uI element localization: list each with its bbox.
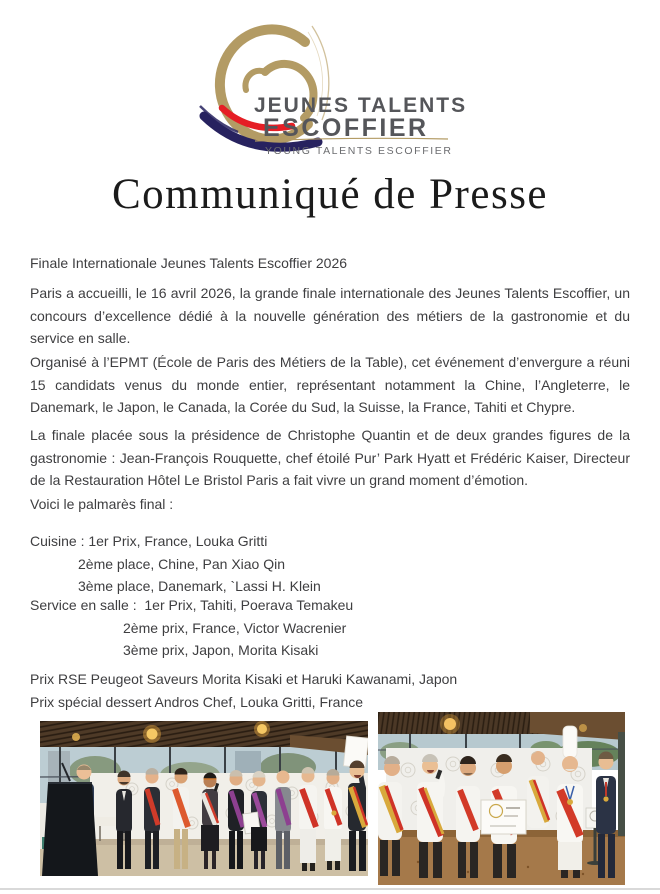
logo-subtitle: YOUNG TALENTS ESCOFFIER: [265, 145, 453, 157]
paragraph-3: La finale placée sous la présidence de Christophe Quantin et de deux grandes figures de la gastronomie : Jean-François Rouquette, chef étoilé Pur’ Park Hyatt et Frédéric Kaiser, Directeur de la Restauration Hôtel Le Bristol Paris a fait vivre un grand moment d’émotion.: [30, 427, 630, 488]
service-third-prize: 3ème prix, Japon, Morita Kisaki: [123, 642, 319, 658]
photo2-ceiling-light: [444, 718, 456, 730]
logo-gold-hook: [245, 71, 265, 90]
logo-title-line2: ESCOFFIER: [263, 114, 429, 142]
paragraph-1: Paris a accueilli, le 16 avril 2026, la grande finale internationale des Jeunes Talents Escoffier, un concours d’excellence dédié à la nouvelle génération des métiers de la gastronomie et du service en salle.: [30, 285, 630, 346]
logo-graphic: [170, 8, 490, 166]
special-prizes: [30, 668, 630, 713]
paragraph-2: Organisé à l’EPMT (École de Paris des Métiers de la Table), cet événement d’envergure a réuni 15 candidats venus du monde entier, représentant notamment la Chine, l’Angleterre, le Danemark, le Japon, le Canada, la Corée du Sud, la Suisse, la France, Tahiti et Chypre.: [30, 354, 630, 415]
photo1-ceiling-light: [147, 729, 158, 740]
cuisine-second-place: 2ème place, Chine, Pan Xiao Qin: [78, 555, 286, 572]
cuisine-third-place: 3ème place, Danemark, `Lassi H. Klein: [78, 578, 321, 594]
photo1-podium: [42, 783, 98, 876]
prize-dessert: Prix spécial dessert Andros Chef, Louka Gritti, France: [30, 693, 364, 710]
document-title: Communiqué de Presse: [111, 171, 549, 218]
service-first-prize: Service en salle : 1er Prix, Tahiti, Poerava Temakeu: [30, 597, 354, 613]
cuisine-first-prize: Cuisine : 1er Prix, France, Louka Gritti: [30, 533, 268, 549]
chefs-certificate-photo: [378, 712, 625, 885]
palmares-cuisine: [30, 530, 630, 598]
jeunes-talents-escoffier-logo: [170, 8, 490, 166]
ceremony-group-photo: [40, 721, 368, 876]
logo-title-line1: JEUNES TALENTS: [254, 94, 468, 117]
prize-rse: Prix RSE Peugeot Saveurs Morita Kisaki et Haruki Kawanami, Japon: [30, 671, 458, 687]
palmares-intro: Voici le palmarès final :: [30, 496, 174, 512]
palmares-service: [30, 594, 630, 662]
service-second-prize: 2ème prix, France, Victor Wacrenier: [123, 619, 347, 636]
release-heading: Finale Internationale Jeunes Talents Escoffier 2026: [30, 255, 348, 271]
page-bottom-divider: [0, 888, 660, 890]
